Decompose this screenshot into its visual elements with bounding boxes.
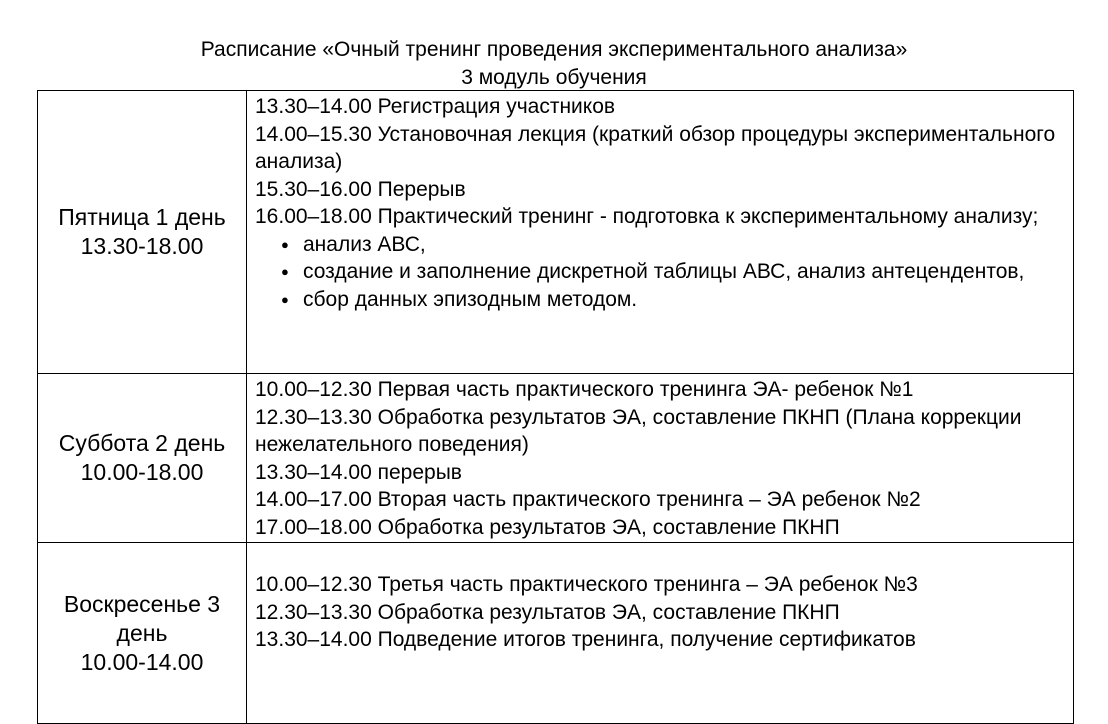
schedule-item: 13.30–14.00 Подведение итогов тренинга, получение сертификатов (255, 628, 916, 651)
schedule-item: 12.30–13.30 Обработка результатов ЭА, составление ПКНП (255, 600, 840, 624)
day-time-range: 10.00-18.00 (80, 459, 204, 485)
document-title (0, 36, 1108, 92)
title-line-2: 3 модуль обучения (461, 66, 647, 89)
content-cell-sunday (247, 543, 1074, 724)
bullet-item: ● анализ АВС, (303, 231, 1067, 259)
schedule-row-saturday (38, 374, 1074, 543)
schedule-item: 14.00–15.30 Установочная лекция (краткий обзор процедуры экспериментального анализа) (255, 122, 1056, 173)
schedule-item: 13.30–14.00 Регистрация участников (255, 95, 616, 118)
content-cell-friday (247, 91, 1074, 374)
schedule-table (37, 90, 1074, 724)
schedule-item: 17.00–18.00 Обработка результатов ЭА, составление ПКНП (255, 515, 840, 539)
content-cell-saturday (247, 374, 1074, 543)
day-label: Суббота 2 день (58, 430, 226, 456)
day-time-range: 10.00-14.00 (80, 648, 204, 675)
day-cell-friday (38, 91, 247, 374)
schedule-row-friday (38, 91, 1074, 374)
schedule-item: 10.00–12.30 Первая часть практического тренинга ЭА- ребенок №1 (255, 378, 914, 401)
schedule-item: 14.00–17.00 Вторая часть практического тренинга – ЭА ребенок №2 (255, 488, 921, 511)
day-cell-sunday (38, 543, 247, 724)
day-cell-saturday (38, 374, 247, 543)
day-label: Пятница 1 день (58, 204, 226, 230)
day-label: Воскресенье 3 день (63, 590, 221, 646)
bullet-item: ● сбор данных эпизодным методом. (303, 286, 1067, 314)
day-time-range: 13.30-18.00 (80, 233, 204, 259)
schedule-item: 13.30–14.00 перерыв (255, 460, 462, 484)
bullet-list (255, 231, 1067, 314)
title-line-1: Расписание «Очный тренинг проведения экспериментального анализа» (200, 38, 908, 61)
schedule-item: 12.30–13.30 Обработка результатов ЭА, составление ПКНП (Плана коррекции нежелательного поведения) (255, 405, 1022, 456)
schedule-item: 16.00–18.00 Практический тренинг - подготовка к экспериментальному анализу; (255, 205, 1039, 228)
schedule-item: 10.00–12.30 Третья часть практического тренинга – ЭА ребенок №3 (255, 573, 918, 596)
schedule-row-sunday (38, 543, 1074, 724)
bullet-item: ● создание и заполнение дискретной таблицы АВС, анализ антецендентов, (303, 258, 1067, 286)
schedule-item: 15.30–16.00 Перерыв (255, 177, 466, 201)
